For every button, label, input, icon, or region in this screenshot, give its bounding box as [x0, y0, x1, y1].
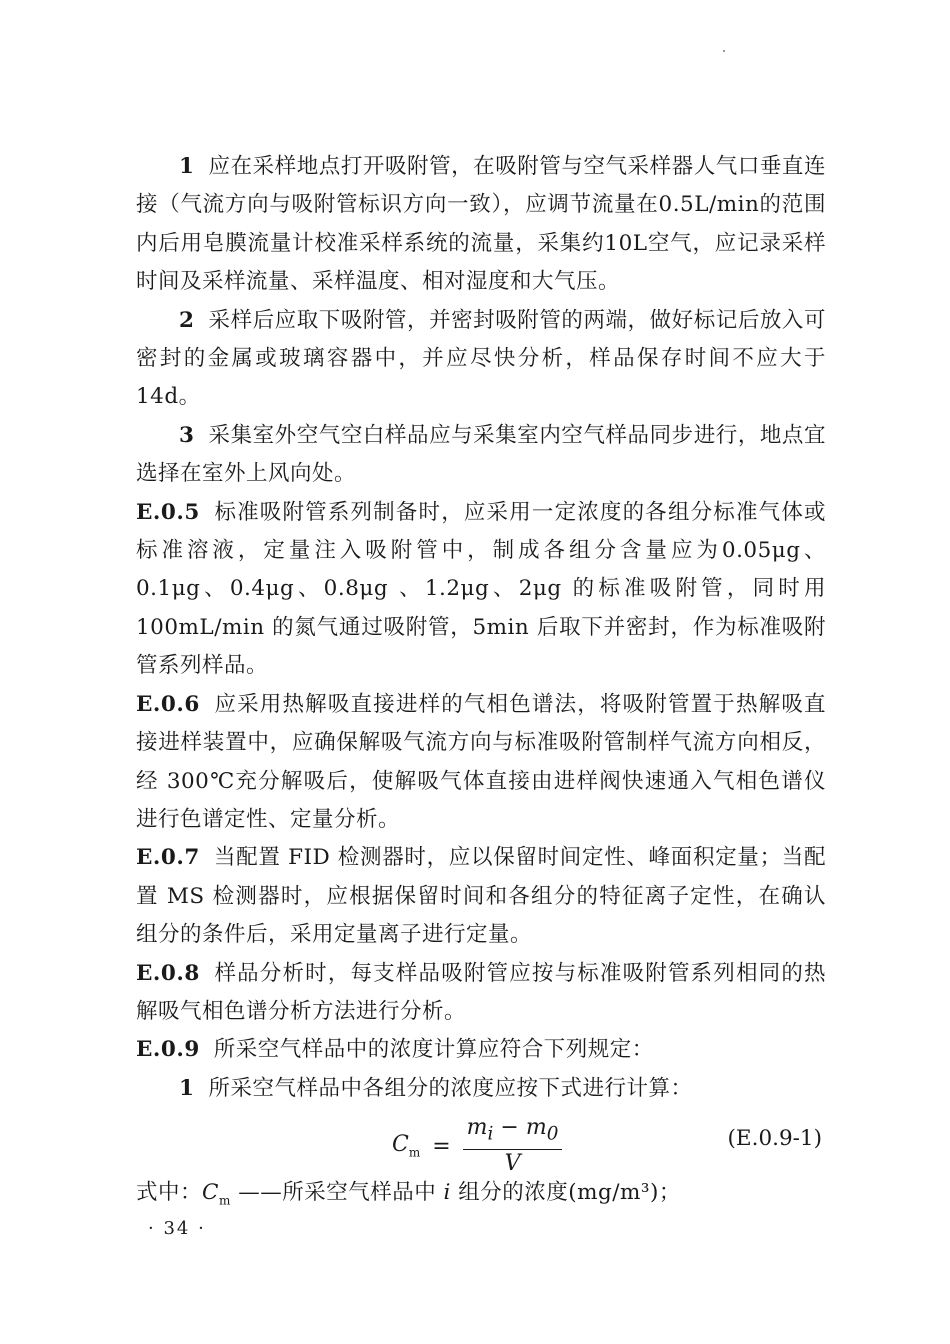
concentration-formula — [392, 1116, 562, 1176]
step-3 — [136, 417, 826, 494]
where-desc-post: 组分的浓度(mg/m³)； — [450, 1180, 681, 1206]
clause-text: 样品分析时，每支样品吸附管应按与标准吸附管系列相同的热解吸气相色谱分析方法进行分析。 — [136, 960, 826, 1024]
step-text: 采集室外空气空白样品应与采集室内空气样品同步进行，地点宜选择在室外上风向处。 — [136, 422, 826, 487]
numerator-sub-b: 0 — [546, 1123, 559, 1145]
clause-text: 应采用热解吸直接进样的气相色谱法，将吸附管置于热解吸直接进样装置中，应确保解吸气流方向与标准吸附管制样气流方向相反，经 300℃充分解吸后，使解吸气体直接由进样阀快速通入气相色谱仪进行色谱定性、定量分析。 — [136, 691, 826, 832]
clause-number: E.0.7 — [136, 845, 200, 871]
calc-step-1 — [136, 1070, 826, 1108]
clause-number: E.0.9 — [136, 1037, 200, 1063]
step-text: 采样后应取下吸附管，并密封吸附管的两端，做好标记后放入可密封的金属或玻璃容器中，并应尽快分析，样品保存时间不应大于14d。 — [136, 307, 826, 410]
clause-e-0-6 — [136, 686, 826, 840]
page-content — [136, 148, 826, 1220]
clause-e-0-5 — [136, 494, 826, 686]
fraction-numerator — [463, 1116, 563, 1148]
numerator-term-a: m — [466, 1115, 488, 1141]
where-symbol-sub: m — [218, 1193, 231, 1208]
lhs-subscript: m — [408, 1145, 421, 1160]
equation-number: (E.0.9-1) — [727, 1126, 822, 1152]
where-prefix: 式中： — [136, 1180, 203, 1206]
clause-text: 标准吸附管系列制备时，应采用一定浓度的各组分标准气体或标准溶液，定量注入吸附管中，制成各组分含量应为0.05μg、0.1μg、0.4μg、0.8μg 、1.2μg、2μg 的标准吸附管，同时用100mL/min 的氮气通过吸附管，5min 后取下并密封，作为标准吸附管系列样品。 — [136, 499, 826, 679]
clause-e-0-7 — [136, 839, 826, 954]
where-desc-pre: ——所采空气样品中 — [230, 1180, 444, 1206]
clause-number: E.0.5 — [136, 499, 200, 525]
formula-fraction — [463, 1116, 563, 1176]
step-number: 2 — [179, 307, 195, 333]
where-variable: i — [443, 1180, 451, 1206]
step-number: 1 — [179, 1075, 195, 1101]
formula-row — [136, 1112, 826, 1177]
where-clause — [136, 1174, 826, 1220]
lhs-symbol: C — [392, 1132, 409, 1158]
step-number: 3 — [179, 422, 195, 448]
clause-text: 所采空气样品中的浓度计算应符合下列规定： — [213, 1037, 654, 1063]
numerator-sub-a: i — [487, 1123, 494, 1145]
fraction-denominator: V — [504, 1151, 521, 1177]
clause-e-0-8 — [136, 955, 826, 1032]
step-2 — [136, 302, 826, 417]
scan-dot — [723, 50, 725, 52]
clause-number: E.0.8 — [136, 960, 200, 986]
clause-e-0-9 — [136, 1031, 826, 1069]
step-text: 所采空气样品中各组分的浓度应按下式进行计算： — [208, 1075, 693, 1101]
step-1 — [136, 148, 826, 302]
minus-sign: − — [493, 1115, 526, 1141]
step-number: 1 — [179, 154, 195, 179]
clause-text: 当配置 FID 检测器时，应以保留时间定性、峰面积定量；当配置 MS 检测器时，应根据保留时间和各组分的特征离子定性，在确认组分的条件后，采用定量离子进行定量。 — [136, 845, 826, 948]
equals-sign: = — [432, 1133, 451, 1159]
page-number: · 34 · — [148, 1218, 206, 1239]
where-symbol: C — [202, 1180, 219, 1206]
clause-number: E.0.6 — [136, 691, 200, 717]
formula-lhs — [392, 1132, 420, 1159]
numerator-term-b: m — [525, 1115, 547, 1141]
step-text: 应在采样地点打开吸附管，在吸附管与空气采样器人气口垂直连接（气流方向与吸附管标识方向一致），应调节流量在0.5L/min的范围内后用皂膜流量计校准采样系统的流量，采集约10L空气，应记录采样时间及采样流量、采样温度、相对湿度和大气压。 — [136, 154, 826, 295]
